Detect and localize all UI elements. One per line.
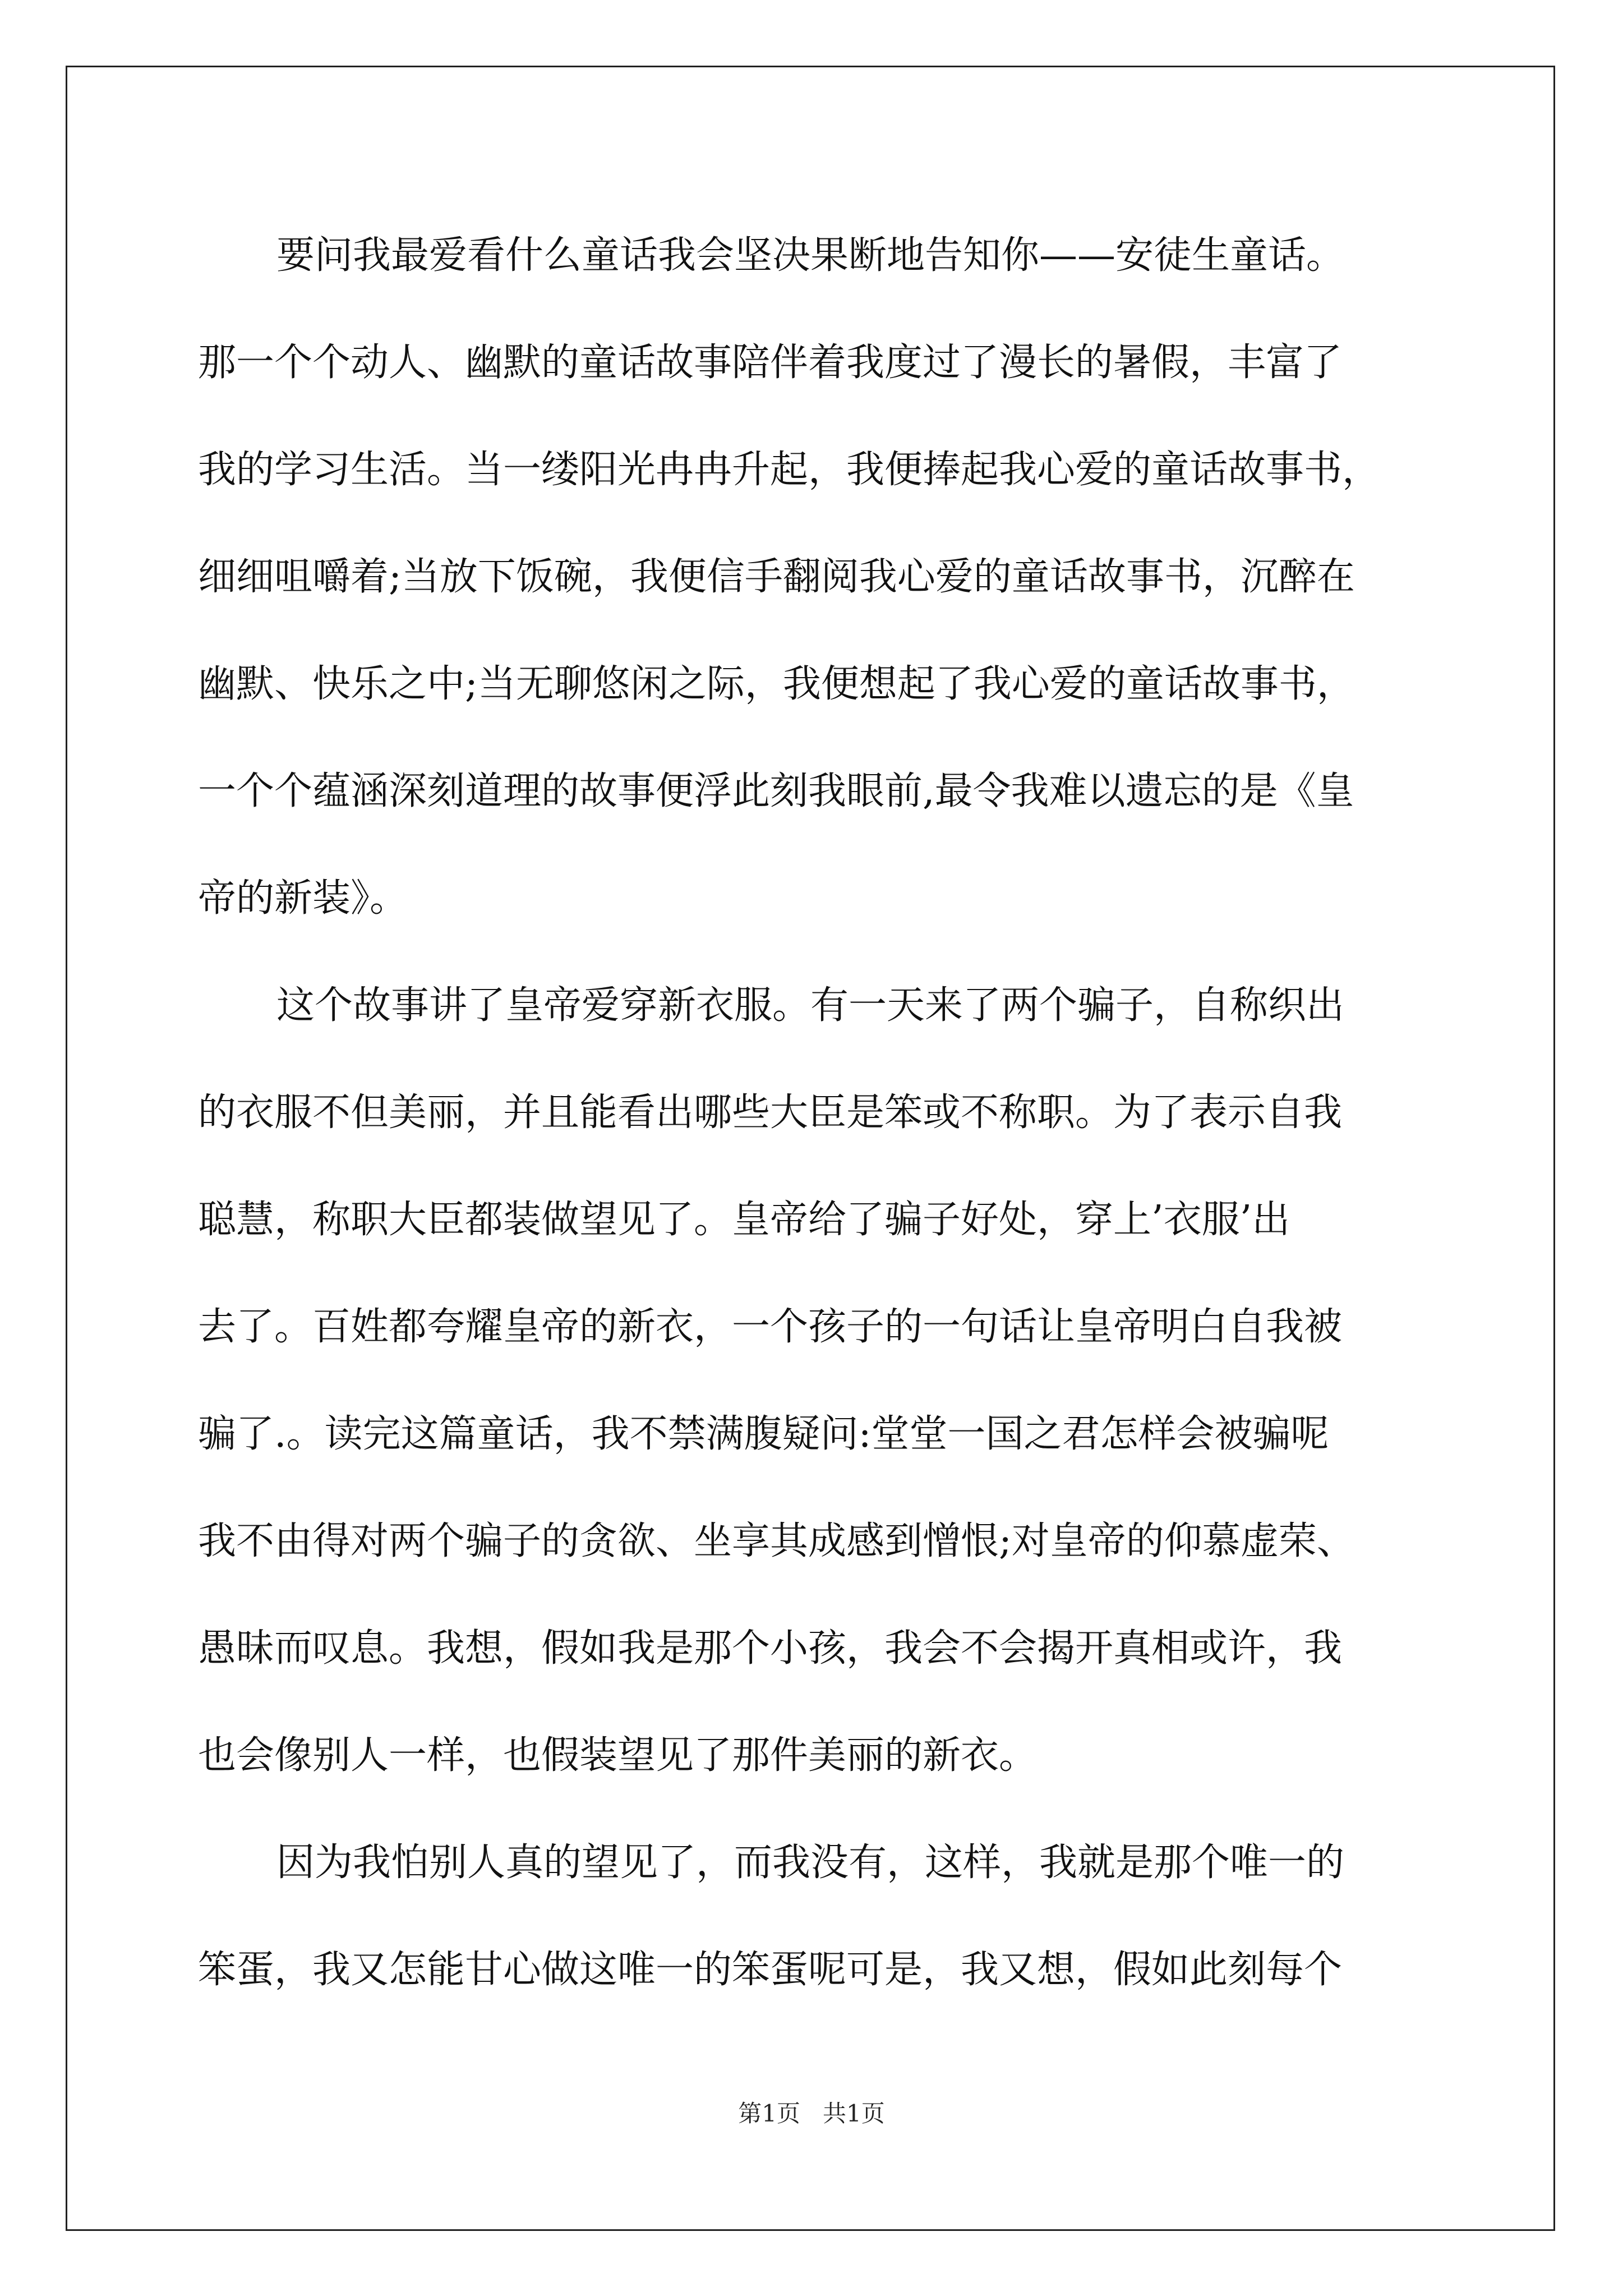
text-line: 因为我怕别人真的望见了，而我没有，这样，我就是那个唯一的 bbox=[276, 1841, 1345, 1885]
text-line: 一个个蕴涵深刻道理的故事便浮此刻我眼前,最令我难以遗忘的是《皇 bbox=[198, 769, 1354, 813]
text-line: 愚昧而叹息。我想，假如我是那个小孩，我会不会揭开真相或许，我 bbox=[198, 1626, 1343, 1671]
text-line: 我的学习生活。当一缕阳光冉冉升起，我便捧起我心爱的童话故事书， bbox=[198, 448, 1381, 492]
text-line: 这个故事讲了皇帝爱穿新衣服。有一天来了两个骗子，自称织出 bbox=[276, 983, 1345, 1028]
text-line: 细细咀嚼着;当放下饭碗，我便信手翻阅我心爱的童话故事书，沉醉在 bbox=[198, 555, 1355, 599]
text-line: 笨蛋，我又怎能甘心做这唯一的笨蛋呢可是，我又想，假如此刻每个 bbox=[198, 1948, 1343, 1992]
text-line: 也会像别人一样，也假装望见了那件美丽的新衣。 bbox=[198, 1733, 1038, 1778]
text-line: 帝的新装》。 bbox=[198, 876, 408, 921]
text-line: 我不由得对两个骗子的贪欲、坐享其成感到憎恨;对皇帝的仰慕虚荣、 bbox=[198, 1519, 1355, 1563]
text-line: 那一个个动人、幽默的童话故事陪伴着我度过了漫长的暑假，丰富了 bbox=[198, 341, 1343, 385]
text-line: 去了。百姓都夸耀皇帝的新衣，一个孩子的一句话让皇帝明白自我被 bbox=[198, 1305, 1343, 1349]
text-line: 要问我最爱看什么童话我会坚决果断地告知你——安徒生童话。 bbox=[276, 233, 1345, 278]
text-line: 聪慧，称职大臣都装做望见了。皇帝给了骗子好处，穿上’衣服’出 bbox=[198, 1198, 1290, 1242]
text-line: 幽默、快乐之中;当无聊悠闲之际，我便想起了我心爱的童话故事书， bbox=[198, 662, 1355, 706]
document-body bbox=[198, 202, 1454, 2023]
text-line: 的衣服不但美丽，并且能看出哪些大臣是笨或不称职。为了表示自我 bbox=[198, 1091, 1343, 1135]
page-footer: 第1页 共1页 bbox=[738, 2100, 885, 2127]
text-line: 骗了.。读完这篇童话，我不禁满腹疑问:堂堂一国之君怎样会被骗呢 bbox=[198, 1412, 1329, 1456]
